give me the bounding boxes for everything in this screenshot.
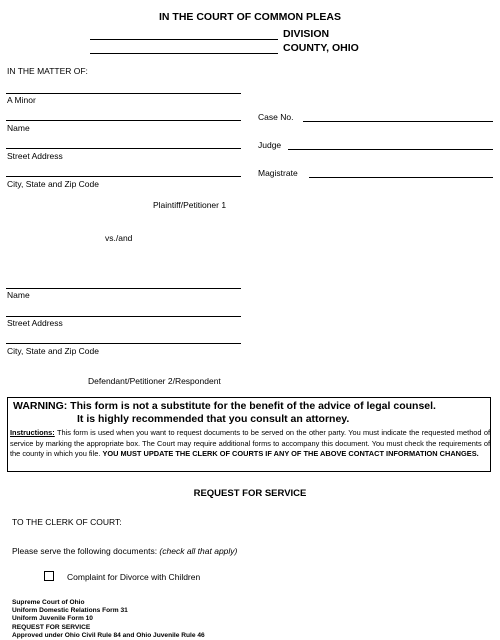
footer-line-3: Uniform Juvenile Form 10	[12, 615, 93, 623]
judge-label: Judge	[258, 140, 282, 150]
court-title: IN THE COURT OF COMMON PLEAS	[159, 11, 341, 23]
p1-name-label: Name	[7, 123, 30, 133]
footer-line-2: Uniform Domestic Relations Form 31	[12, 607, 128, 615]
p2-street-line[interactable]	[6, 316, 241, 317]
instructions-body: This form is used when you want to request documents to be served on the other party. You must indicate the requested method of service by marking the appropriate box. The Court may require additional forms to accompany this document. You must check the requirements of the county in which you file.	[10, 428, 490, 459]
p2-name-line[interactable]	[6, 288, 241, 289]
p2-street-label: Street Address	[7, 318, 63, 328]
magistrate-line[interactable]	[309, 177, 493, 178]
magistrate-label: Magistrate	[258, 168, 298, 178]
complaint-checkbox[interactable]	[44, 571, 54, 581]
instructions-label: Instructions:	[10, 428, 55, 437]
instructions-bold: YOU MUST UPDATE THE CLERK OF COURTS IF ANY OF THE ABOVE CONTACT INFORMATION CHANGES.	[102, 449, 479, 459]
to-clerk-label: TO THE CLERK OF COURT:	[12, 517, 122, 527]
matter-label: IN THE MATTER OF:	[7, 66, 88, 76]
p1-role-label: Plaintiff/Petitioner 1	[153, 200, 227, 210]
minor-line[interactable]	[6, 93, 241, 94]
p2-name-label: Name	[7, 290, 30, 300]
division-line	[90, 39, 278, 40]
judge-line[interactable]	[288, 149, 493, 150]
complaint-label: Complaint for Divorce with Children	[67, 572, 201, 582]
footer-block	[12, 599, 205, 640]
p2-city-label: City, State and Zip Code	[7, 346, 99, 356]
footer-line-4: REQUEST FOR SERVICE	[12, 623, 91, 631]
p2-role-label: Defendant/Petitioner 2/Respondent	[88, 376, 221, 386]
footer-line-1: Supreme Court of Ohio	[12, 599, 85, 606]
p1-city-label: City, State and Zip Code	[7, 179, 99, 189]
division-label: DIVISION	[283, 28, 330, 40]
p1-city-line[interactable]	[6, 176, 241, 177]
warning-line2: It is highly recommended that you consult an attorney.	[77, 413, 350, 425]
footer-line-5: Approved under Ohio Civil Rule 84 and Ohio Juvenile Rule 46	[12, 631, 205, 639]
p1-street-line[interactable]	[6, 148, 241, 149]
county-line	[90, 53, 278, 54]
p1-name-line[interactable]	[6, 120, 241, 121]
case-no-line[interactable]	[303, 121, 493, 122]
minor-label: A Minor	[7, 95, 36, 105]
case-no-label: Case No.	[258, 112, 294, 122]
please-serve-label: Please serve the following documents: (check all that apply)	[12, 546, 238, 556]
check-all-note: (check all that apply)	[159, 546, 238, 556]
instructions-text	[10, 428, 490, 460]
versus-label: vs./and	[105, 233, 133, 243]
warning-line1: WARNING: This form is not a substitute for the benefit of the advice of legal counsel.	[13, 400, 436, 412]
p1-street-label: Street Address	[7, 151, 63, 161]
request-title: REQUEST FOR SERVICE	[193, 488, 307, 499]
county-label: COUNTY, OHIO	[283, 42, 359, 54]
p2-city-line[interactable]	[6, 343, 241, 344]
